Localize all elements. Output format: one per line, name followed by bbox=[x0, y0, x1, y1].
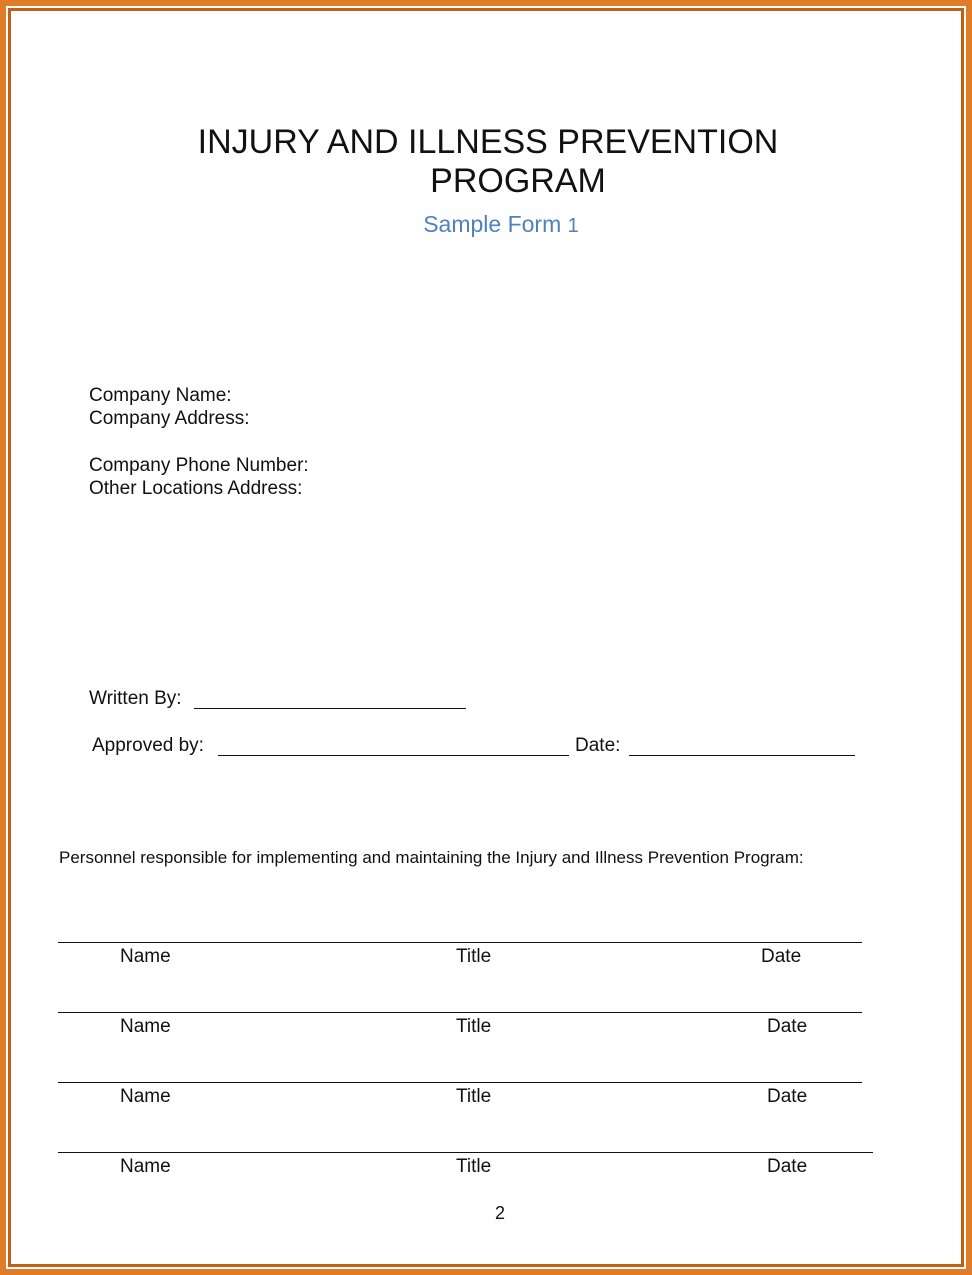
row-name-label: Name bbox=[120, 946, 171, 967]
row-name-label: Name bbox=[120, 1156, 171, 1177]
approved-by-label: Approved by: bbox=[92, 735, 204, 756]
title-line-2: PROGRAM bbox=[430, 162, 606, 200]
subtitle-number: 1 bbox=[567, 215, 579, 237]
row-title-label: Title bbox=[456, 1156, 492, 1177]
approved-by-line[interactable] bbox=[218, 755, 569, 756]
personnel-statement: Personnel responsible for implementing and maintaining the Injury and Illness Prevention Program: bbox=[59, 848, 804, 867]
subtitle-text: Sample Form bbox=[423, 211, 562, 237]
personnel-row-line[interactable] bbox=[58, 1012, 862, 1013]
row-title-label: Title bbox=[456, 1086, 492, 1107]
row-date-label: Date bbox=[767, 1086, 808, 1107]
date-label: Date: bbox=[575, 735, 621, 756]
company-phone-label: Company Phone Number: bbox=[89, 455, 309, 476]
row-date-label: Date bbox=[761, 946, 802, 967]
personnel-row-line[interactable] bbox=[58, 1082, 862, 1083]
written-by-line[interactable] bbox=[194, 708, 466, 709]
other-locations-label: Other Locations Address: bbox=[89, 478, 303, 499]
subtitle bbox=[0, 211, 972, 238]
personnel-row-line[interactable] bbox=[58, 1152, 873, 1153]
page-number: 2 bbox=[495, 1203, 506, 1223]
company-address-label: Company Address: bbox=[89, 408, 250, 429]
company-name-label: Company Name: bbox=[89, 385, 232, 406]
written-by-label: Written By: bbox=[89, 688, 182, 709]
row-name-label: Name bbox=[120, 1086, 171, 1107]
row-title-label: Title bbox=[456, 1016, 492, 1037]
row-name-label: Name bbox=[120, 1016, 171, 1037]
row-date-label: Date bbox=[767, 1016, 808, 1037]
approval-date-line[interactable] bbox=[629, 755, 855, 756]
row-title-label: Title bbox=[456, 946, 492, 967]
title-line-1: INJURY AND ILLNESS PREVENTION bbox=[197, 123, 779, 161]
row-date-label: Date bbox=[767, 1156, 808, 1177]
personnel-row-line[interactable] bbox=[58, 942, 862, 943]
